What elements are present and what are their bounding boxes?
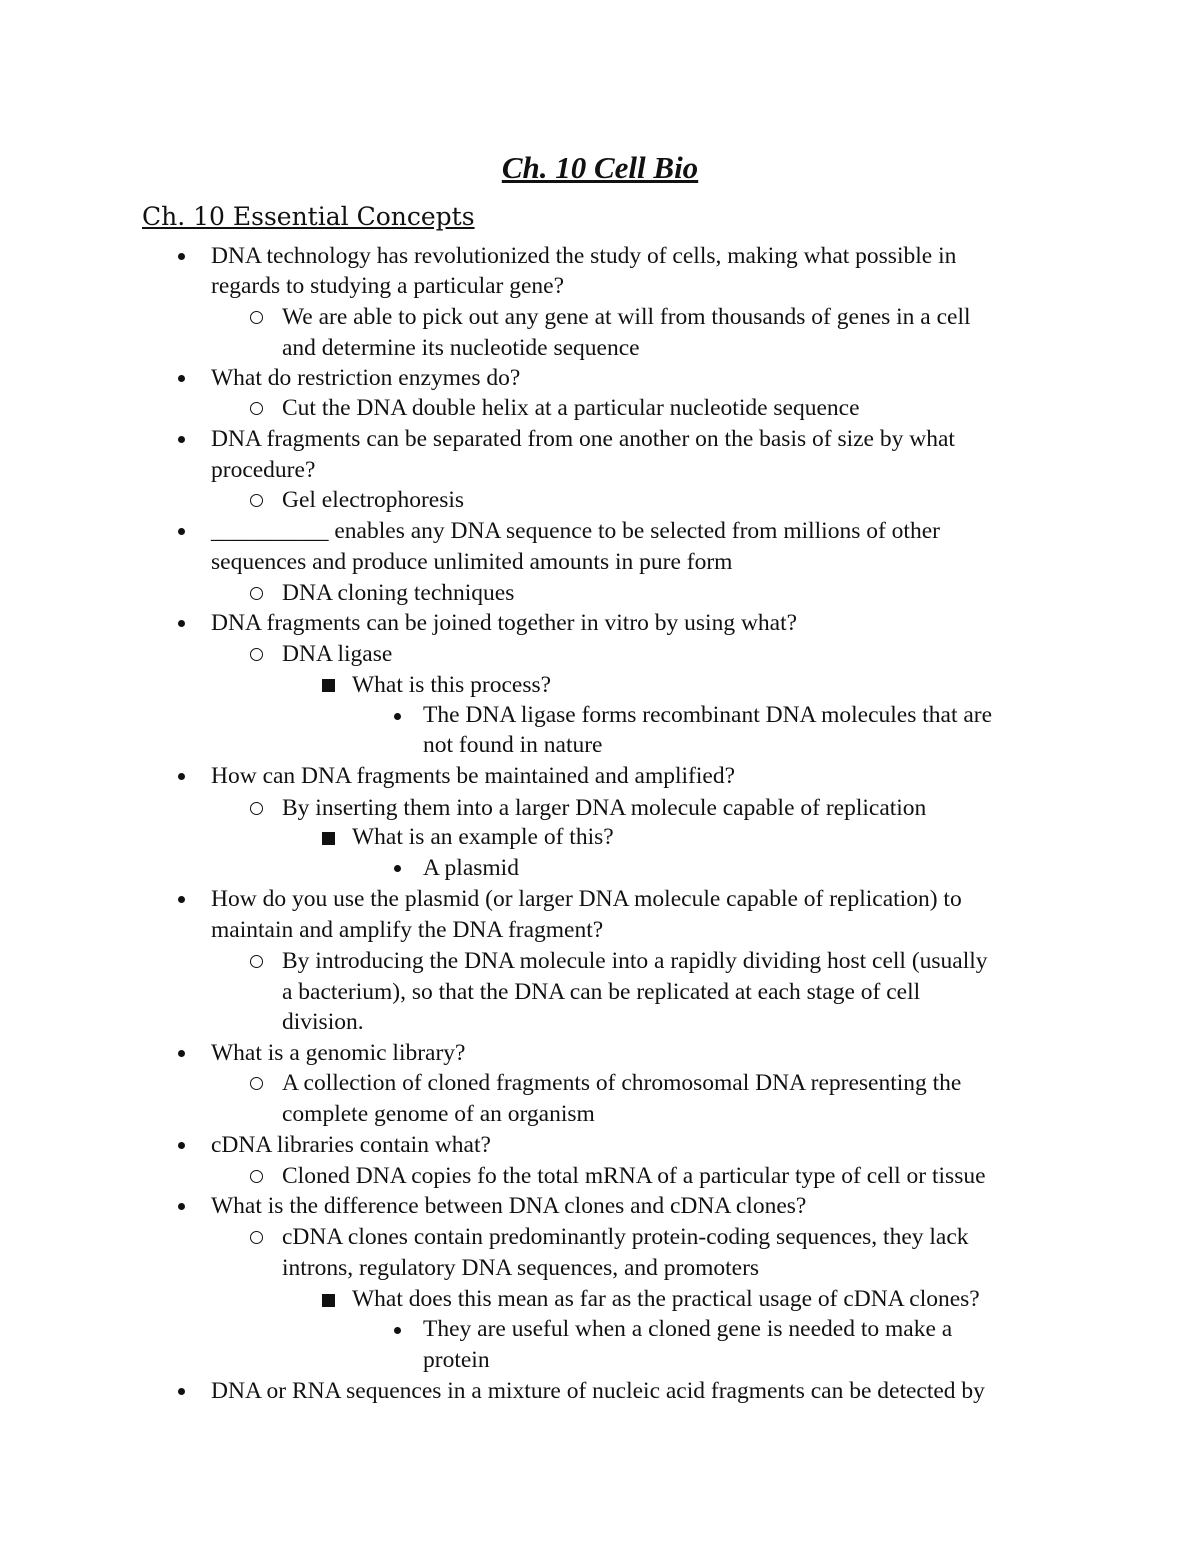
list-item-text: protein <box>423 1347 490 1373</box>
list-item-text: We are able to pick out any gene at will from thousands of genes in a cell <box>282 304 971 330</box>
document-title: Ch. 10 Cell Bio <box>501 150 699 185</box>
list-item-text: Cloned DNA copies fo the total mRNA of a particular type of cell or tissue <box>282 1163 986 1189</box>
list-item-text: By inserting them into a larger DNA molecule capable of replication <box>282 795 927 821</box>
square-bullet-icon <box>322 679 335 692</box>
bullet-icon <box>178 896 185 903</box>
list-item-text: DNA or RNA sequences in a mixture of nucleic acid fragments can be detected by <box>211 1378 985 1404</box>
bullet-icon <box>178 528 185 535</box>
circle-bullet-icon <box>250 1077 263 1090</box>
bullet-icon <box>394 713 401 720</box>
list-item-text: Cut the DNA double helix at a particular nucleotide sequence <box>282 395 860 421</box>
list-item-text: DNA cloning techniques <box>282 580 515 606</box>
list-item-text: A plasmid <box>423 855 519 881</box>
list-item-text: DNA ligase <box>282 641 393 667</box>
list-item-text: sequences and produce unlimited amounts in pure form <box>211 549 733 575</box>
list-item-text: What is the difference between DNA clones and cDNA clones? <box>211 1193 807 1219</box>
circle-bullet-icon <box>250 1170 263 1183</box>
circle-bullet-icon <box>250 311 263 324</box>
bullet-icon <box>178 773 185 780</box>
bullet-icon <box>178 375 185 382</box>
list-item-text: not found in nature <box>423 732 603 758</box>
bullet-icon <box>178 620 185 627</box>
square-bullet-icon <box>322 1294 335 1307</box>
bullet-icon <box>178 1388 185 1395</box>
list-item-text: and determine its nucleotide sequence <box>282 335 640 361</box>
list-item-text: DNA technology has revolutionized the study of cells, making what possible in <box>211 243 957 269</box>
list-item-text: What is this process? <box>352 672 552 698</box>
list-item-text: A collection of cloned fragments of chromosomal DNA representing the <box>282 1070 962 1096</box>
list-item-text: They are useful when a cloned gene is needed to make a <box>423 1316 953 1342</box>
bullet-icon <box>178 1142 185 1149</box>
list-item-text: What does this mean as far as the practical usage of cDNA clones? <box>352 1286 980 1312</box>
circle-bullet-icon <box>250 402 263 415</box>
circle-bullet-icon <box>250 955 263 968</box>
list-item-text: Gel electrophoresis <box>282 487 465 513</box>
bullet-icon <box>178 1050 185 1057</box>
list-item-text: complete genome of an organism <box>282 1101 595 1127</box>
circle-bullet-icon <box>250 494 263 507</box>
list-item-text: How do you use the plasmid (or larger DNA molecule capable of replication) to <box>211 886 962 912</box>
list-item-text: What is a genomic library? <box>211 1040 466 1066</box>
list-item-text: DNA fragments can be joined together in vitro by using what? <box>211 610 798 636</box>
bullet-icon <box>178 253 185 260</box>
list-item-text: The DNA ligase forms recombinant DNA molecules that are <box>423 702 993 728</box>
list-item-text: procedure? <box>211 457 316 483</box>
section-heading: Ch. 10 Essential Concepts <box>142 202 475 231</box>
list-item-text: __________ enables any DNA sequence to be selected from millions of other <box>211 518 940 544</box>
list-item-text: By introducing the DNA molecule into a rapidly dividing host cell (usually <box>282 948 988 974</box>
list-item-text: division. <box>282 1009 364 1035</box>
bullet-icon <box>394 865 401 872</box>
bullet-icon <box>178 436 185 443</box>
circle-bullet-icon <box>250 802 263 815</box>
list-item-text: regards to studying a particular gene? <box>211 273 565 299</box>
square-bullet-icon <box>322 832 335 845</box>
bullet-icon <box>394 1327 401 1334</box>
list-item-text: What do restriction enzymes do? <box>211 365 521 391</box>
circle-bullet-icon <box>250 1231 263 1244</box>
list-item-text: cDNA libraries contain what? <box>211 1132 491 1158</box>
list-item-text: introns, regulatory DNA sequences, and promoters <box>282 1255 760 1281</box>
bullet-icon <box>178 1203 185 1210</box>
list-item-text: cDNA clones contain predominantly protein-coding sequences, they lack <box>282 1224 969 1250</box>
list-item-text: a bacterium), so that the DNA can be replicated at each stage of cell <box>282 979 921 1005</box>
list-item-text: What is an example of this? <box>352 824 614 850</box>
circle-bullet-icon <box>250 648 263 661</box>
list-item-text: DNA fragments can be separated from one another on the basis of size by what <box>211 426 955 452</box>
list-item-text: How can DNA fragments be maintained and amplified? <box>211 763 736 789</box>
list-item-text: maintain and amplify the DNA fragment? <box>211 917 604 943</box>
circle-bullet-icon <box>250 587 263 600</box>
